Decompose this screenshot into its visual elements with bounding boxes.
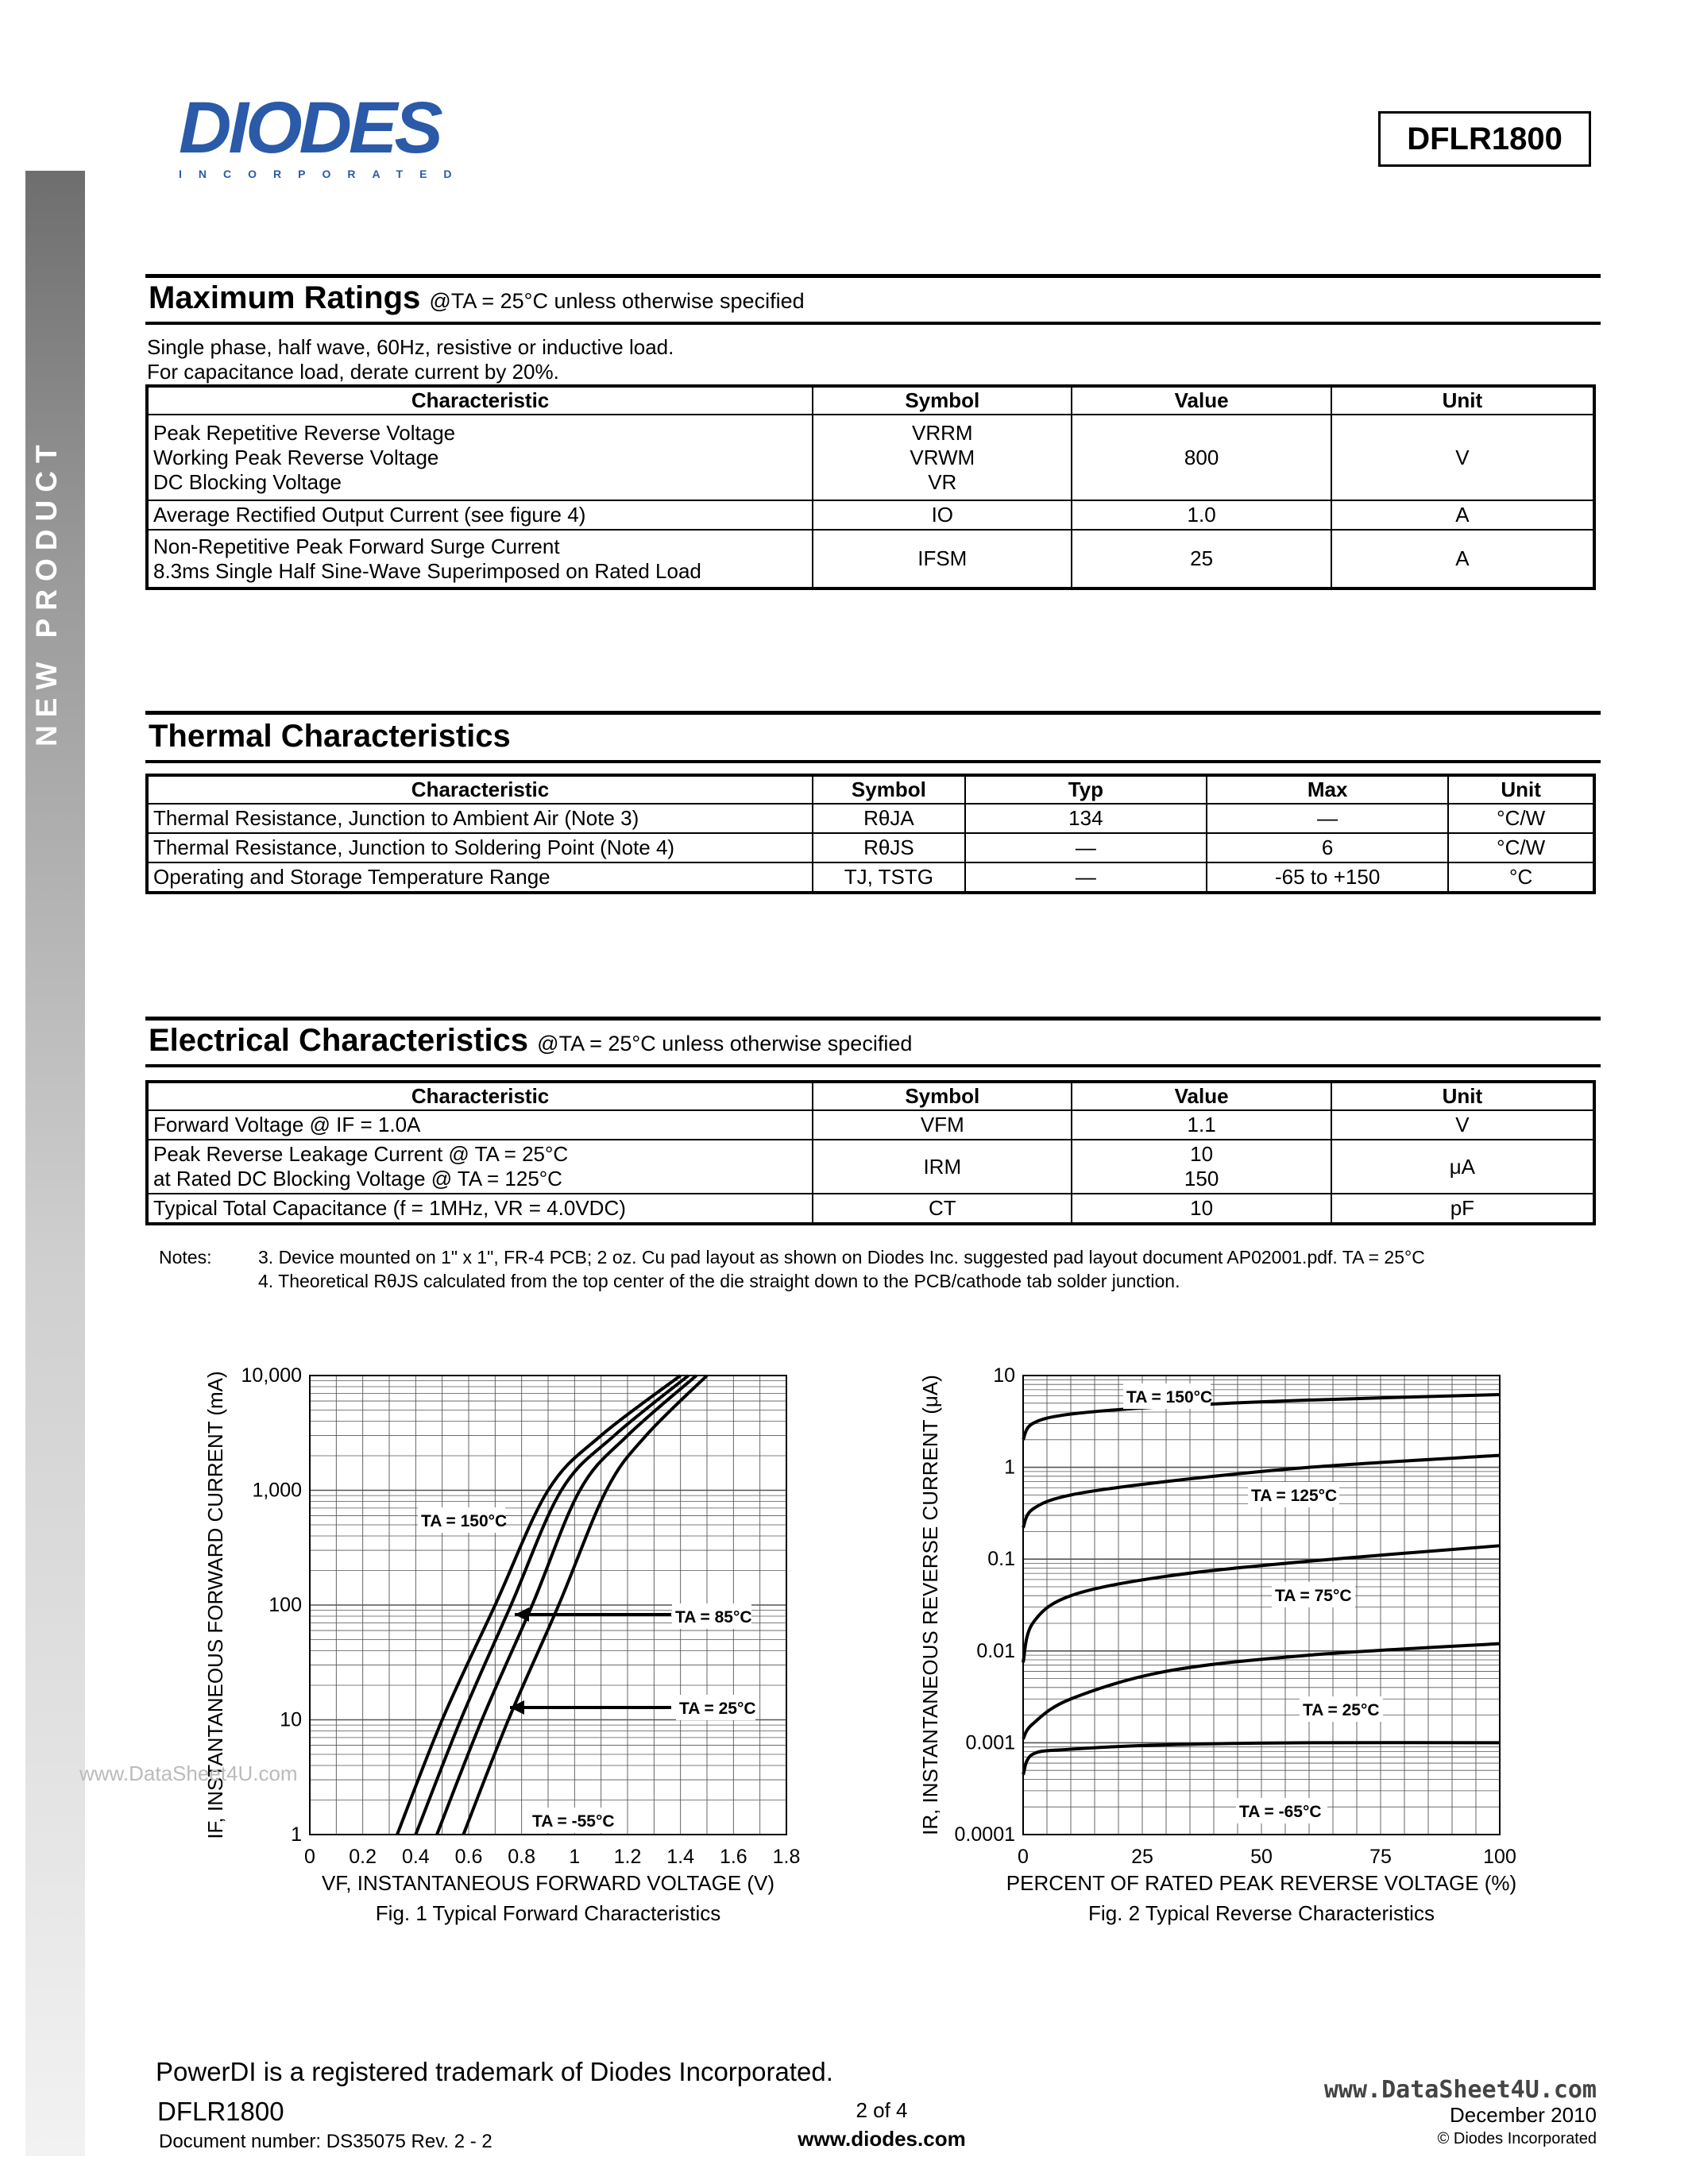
x-tick-label: 1 <box>569 1846 581 1868</box>
x-axis-label: PERCENT OF RATED PEAK REVERSE VOLTAGE (%) <box>1006 1871 1517 1895</box>
y-axis-label: IF, INSTANTANEOUS FORWARD CURRENT (mA) <box>203 1371 227 1839</box>
electrical-table <box>145 1080 1596 1225</box>
x-tick-label: 1.6 <box>719 1846 747 1868</box>
x-tick-label: 0 <box>1018 1846 1029 1868</box>
value-line: 150 <box>1184 1167 1219 1190</box>
max-cell: — <box>1207 804 1448 833</box>
series-label: TA = -55°C <box>532 1812 615 1831</box>
max-ratings-table <box>145 384 1596 590</box>
electrical-condition: @TA = 25°C unless otherwise specified <box>537 1032 913 1055</box>
characteristic-cell <box>147 1140 813 1194</box>
max-ratings-note-1: Single phase, half wave, 60Hz, resistive or inductive load. <box>147 335 674 359</box>
series-label: TA = 125°C <box>1251 1487 1338 1505</box>
symbol-cell: TJ, TSTG <box>813 862 965 893</box>
typ-cell: — <box>965 833 1207 862</box>
value-cell: 25 <box>1072 530 1331 588</box>
symbol: VRWM <box>910 445 975 469</box>
footer-part: DFLR1800 <box>157 2097 284 2126</box>
x-tick-label: 25 <box>1131 1846 1153 1868</box>
typ-cell: 134 <box>965 804 1207 833</box>
max-cell: 6 <box>1207 833 1448 862</box>
series-label: TA = 150°C <box>1126 1388 1213 1406</box>
series-label: TA = 85°C <box>675 1608 752 1626</box>
unit-cell: pF <box>1331 1194 1594 1224</box>
table-row <box>147 500 1594 530</box>
value-line: 10 <box>1190 1142 1214 1166</box>
table-row <box>147 804 1594 833</box>
unit-cell: μA <box>1331 1140 1594 1194</box>
symbol-cell: IO <box>813 500 1072 530</box>
col-header: Value <box>1072 1082 1331 1110</box>
value-cell <box>1072 1140 1331 1194</box>
col-header: Value <box>1072 386 1331 415</box>
symbol-cell: CT <box>813 1194 1072 1224</box>
y-tick-label: 10,000 <box>241 1364 302 1387</box>
electrical-heading <box>149 1023 912 1059</box>
characteristic-cell: Typical Total Capacitance (f = 1MHz, VR = 4.0VDC) <box>147 1194 813 1224</box>
symbol-cell <box>813 415 1072 500</box>
col-header: Symbol <box>813 386 1072 415</box>
section-rule <box>145 322 1601 325</box>
unit-cell: A <box>1331 500 1594 530</box>
value-cell: 1.0 <box>1072 500 1331 530</box>
col-header: Characteristic <box>147 775 813 804</box>
notes-label: Notes: <box>159 1247 212 1268</box>
y-tick-label: 1 <box>291 1823 302 1846</box>
unit-cell: °C/W <box>1448 833 1594 862</box>
section-rule <box>145 1064 1601 1067</box>
characteristic-line: 8.3ms Single Half Sine-Wave Superimposed on Rated Load <box>153 558 701 583</box>
series-label: TA = 150°C <box>421 1512 508 1530</box>
characteristic-cell: Thermal Resistance, Junction to Soldering Point (Note 4) <box>147 833 813 862</box>
table-row <box>147 1110 1594 1140</box>
col-header: Max <box>1207 775 1448 804</box>
symbol-cell: RθJS <box>813 833 965 862</box>
section-rule <box>145 1017 1601 1021</box>
characteristic-cell <box>147 415 813 500</box>
symbol-cell: RθJA <box>813 804 965 833</box>
footer-docnum: Document number: DS35075 Rev. 2 - 2 <box>159 2131 492 2152</box>
watermark-text: www.DataSheet4U.com <box>79 1761 298 1785</box>
unit-cell: °C <box>1448 862 1594 893</box>
table-row <box>147 862 1594 893</box>
characteristic-line: Working Peak Reverse Voltage <box>153 445 439 469</box>
col-header: Symbol <box>813 1082 1072 1110</box>
unit-cell: A <box>1331 530 1594 588</box>
symbol-cell: IRM <box>813 1140 1072 1194</box>
max-ratings-condition: @TA = 25°C unless otherwise specified <box>429 289 805 313</box>
y-tick-label: 0.1 <box>987 1548 1015 1571</box>
fig2-svg <box>914 1366 1573 1970</box>
figure-caption: Fig. 1 Typical Forward Characteristics <box>375 1901 721 1925</box>
table-row <box>147 415 1594 500</box>
series-label: TA = 75°C <box>1275 1587 1352 1605</box>
y-tick-label: 100 <box>268 1594 302 1616</box>
note-3: 3. Device mounted on 1" x 1", FR-4 PCB; 2 oz. Cu pad layout as shown on Diodes Inc. suggested pad layout document AP02001.pdf. TA = 25°C <box>258 1247 1425 1268</box>
fig2-chart <box>914 1366 1573 1970</box>
series-label: TA = 25°C <box>679 1700 756 1718</box>
y-tick-label: 0.001 <box>965 1731 1015 1754</box>
characteristic-cell <box>147 530 813 588</box>
electrical-title: Electrical Characteristics <box>149 1023 529 1058</box>
unit-cell: V <box>1331 415 1594 500</box>
table-header-row <box>147 386 1594 415</box>
table-row <box>147 1140 1594 1194</box>
symbol-cell: VFM <box>813 1110 1072 1140</box>
table-row <box>147 530 1594 588</box>
fig1-chart <box>79 1364 834 1970</box>
series-label: TA = -65°C <box>1239 1803 1322 1821</box>
value-cell: 10 <box>1072 1194 1331 1224</box>
value-cell: 800 <box>1072 415 1331 500</box>
x-tick-label: 50 <box>1250 1846 1273 1868</box>
footer-watermark: www.DataSheet4U.com <box>1323 2076 1597 2104</box>
logo-text: DIODES <box>179 87 440 168</box>
symbol: VR <box>928 469 957 494</box>
characteristic-cell: Forward Voltage @ IF = 1.0A <box>147 1110 813 1140</box>
symbol: VRRM <box>912 420 973 445</box>
table-header-row <box>147 1082 1594 1110</box>
unit-cell: °C/W <box>1448 804 1594 833</box>
x-tick-label: 0.4 <box>401 1846 430 1868</box>
col-header: Unit <box>1331 386 1594 415</box>
series-label: TA = 25°C <box>1303 1701 1380 1719</box>
figure-caption: Fig. 2 Typical Reverse Characteristics <box>1088 1901 1435 1925</box>
max-ratings-heading <box>149 280 805 316</box>
section-rule <box>145 711 1601 715</box>
x-tick-label: 75 <box>1369 1846 1392 1868</box>
symbol-cell: IFSM <box>813 530 1072 588</box>
y-tick-label: 1 <box>1004 1456 1015 1479</box>
sidebar-label <box>30 699 64 747</box>
footer-date: December 2010 <box>1450 2103 1597 2127</box>
characteristic-line: Peak Reverse Leakage Current @ TA = 25°C <box>153 1142 569 1166</box>
y-tick-label: 0.01 <box>976 1639 1015 1662</box>
characteristic-cell: Thermal Resistance, Junction to Ambient Air (Note 3) <box>147 804 813 833</box>
characteristic-cell: Operating and Storage Temperature Range <box>147 862 813 893</box>
col-header: Symbol <box>813 775 965 804</box>
col-header: Unit <box>1448 775 1594 804</box>
thermal-title: Thermal Characteristics <box>149 719 511 754</box>
table-header-row <box>147 775 1594 804</box>
x-tick-label: 0.2 <box>349 1846 377 1868</box>
logo-subtext: INCORPORATED <box>179 168 469 180</box>
max-ratings-note-2: For capacitance load, derate current by 20%. <box>147 360 559 384</box>
section-rule <box>145 760 1601 763</box>
y-tick-label: 1,000 <box>252 1479 302 1502</box>
trademark-note: PowerDI is a registered trademark of Diodes Incorporated. <box>156 2057 833 2086</box>
y-tick-label: 10 <box>280 1708 302 1731</box>
thermal-table <box>145 774 1596 894</box>
col-header: Typ <box>965 775 1207 804</box>
table-row <box>147 1194 1594 1224</box>
col-header: Characteristic <box>147 1082 813 1110</box>
x-tick-label: 1.8 <box>772 1846 801 1868</box>
characteristic-line: DC Blocking Voltage <box>153 469 342 494</box>
x-tick-label: 1.4 <box>666 1846 695 1868</box>
footer-website: www.diodes.com <box>798 2127 966 2151</box>
footer-copyright: © Diodes Incorporated <box>1437 2130 1597 2147</box>
characteristic-line: Peak Repetitive Reverse Voltage <box>153 420 456 445</box>
x-tick-label: 1.2 <box>613 1846 642 1868</box>
fig1-svg <box>79 1364 834 1970</box>
part-number-box: DFLR1800 <box>1378 111 1591 167</box>
x-tick-label: 0.8 <box>508 1846 536 1868</box>
value-cell: 1.1 <box>1072 1110 1331 1140</box>
x-tick-label: 0.6 <box>454 1846 483 1868</box>
max-ratings-title: Maximum Ratings <box>149 280 421 315</box>
characteristic-cell: Average Rectified Output Current (see figure 4) <box>147 500 813 530</box>
x-tick-label: 100 <box>1483 1846 1516 1868</box>
y-tick-label: 0.0001 <box>954 1823 1015 1846</box>
x-axis-label: VF, INSTANTANEOUS FORWARD VOLTAGE (V) <box>321 1871 775 1895</box>
typ-cell: — <box>965 862 1207 893</box>
section-rule <box>145 274 1601 278</box>
y-axis-label: IR, INSTANTANEOUS REVERSE CURRENT (μA) <box>918 1375 942 1835</box>
characteristic-line: Non-Repetitive Peak Forward Surge Current <box>153 534 560 558</box>
footer-page: 2 of 4 <box>856 2098 908 2122</box>
unit-cell: V <box>1331 1110 1594 1140</box>
max-cell: -65 to +150 <box>1207 862 1448 893</box>
col-header: Characteristic <box>147 386 813 415</box>
x-tick-label: 0 <box>304 1846 315 1868</box>
characteristic-line: at Rated DC Blocking Voltage @ TA = 125°C <box>153 1167 562 1190</box>
note-4: 4. Theoretical RθJS calculated from the top center of the die straight down to the PCB/cathode tab solder junction. <box>258 1271 1180 1291</box>
diodes-logo <box>179 87 469 180</box>
table-row <box>147 833 1594 862</box>
y-tick-label: 10 <box>993 1364 1015 1387</box>
col-header: Unit <box>1331 1082 1594 1110</box>
